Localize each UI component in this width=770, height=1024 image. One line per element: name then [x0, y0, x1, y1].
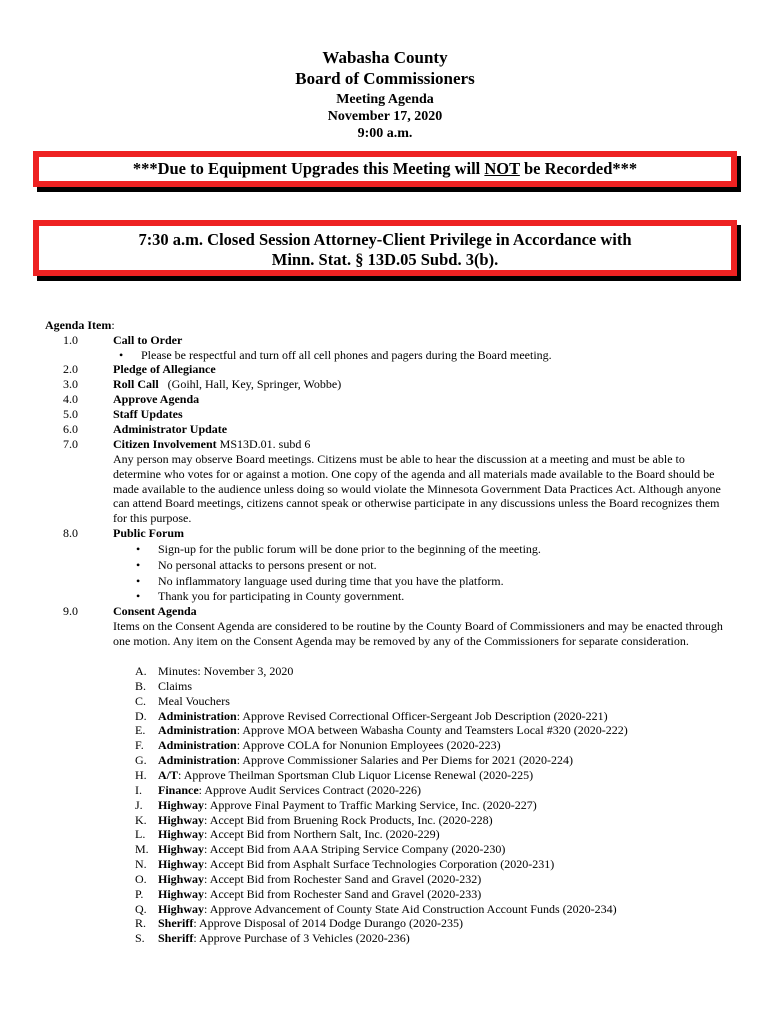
- item-title-admin-update: Administrator Update: [113, 422, 228, 436]
- consent-item-text: : Approve Final Payment to Traffic Marking Service, Inc. (2020-227): [204, 797, 537, 812]
- consent-item: [158, 813, 493, 828]
- consent-item-text: : Approve Disposal of 2014 Dodge Durango (2020-235): [193, 916, 463, 931]
- consent-item-letter: N.: [135, 857, 147, 872]
- bullet-item: • Please be respectful and turn off all cell phones and pagers during the Board meeting.: [141, 348, 552, 363]
- consent-item-text: : Accept Bid from Northern Salt, Inc. (2020-229): [204, 827, 440, 842]
- citizen-statute: MS13D.01. subd 6: [219, 437, 311, 451]
- consent-item-letter: H.: [135, 767, 147, 782]
- meeting-time: 9:00 a.m.: [357, 126, 413, 141]
- item-number: 8.0: [63, 526, 78, 540]
- consent-item: [158, 902, 617, 917]
- doc-type: Meeting Agenda: [336, 92, 434, 107]
- consent-item: [158, 679, 192, 694]
- consent-item-letter: K.: [135, 812, 147, 827]
- consent-item-text: Claims: [158, 678, 193, 693]
- consent-item-letter: L.: [135, 827, 146, 842]
- consent-item: [158, 738, 501, 753]
- consent-item-department: Highway: [158, 857, 205, 872]
- item-number: 3.0: [63, 377, 78, 391]
- consent-item-letter: E.: [135, 723, 146, 738]
- consent-item-text: Minutes: November 3, 2020: [158, 664, 294, 678]
- consent-item-text: : Approve Revised Correctional Officer-Sergeant Job Description (2020-221): [236, 708, 608, 723]
- consent-item-letter: I.: [135, 782, 142, 797]
- closed-session-line-2: Minn. Stat. § 13D.05 Subd. 3(b).: [271, 250, 499, 269]
- consent-item-department: Highway: [158, 871, 205, 886]
- consent-item-letter: O.: [135, 871, 147, 886]
- consent-item: [158, 916, 463, 931]
- item-title-roll-call: Roll Call: [113, 377, 159, 391]
- consent-item-text: : Accept Bid from AAA Striping Service Company (2020-230): [204, 842, 506, 857]
- notice-emphasis: NOT: [484, 159, 520, 178]
- consent-item-text: : Approve MOA between Wabasha County and Teamsters Local #320 (2020-222): [236, 723, 628, 738]
- item-title-consent-agenda: Consent Agenda: [113, 604, 197, 618]
- consent-item-department: Administration: [158, 753, 237, 768]
- bullet-item: • Sign-up for the public forum will be done prior to the beginning of the meeting.: [158, 542, 541, 557]
- agenda-label: Agenda Item:: [45, 318, 115, 332]
- item-number: 6.0: [63, 422, 78, 436]
- consent-agenda-text: Items on the Consent Agenda are considered to be routine by the County Board of Commissioners and may be enacted through one motion. Any item on the Consent Agenda may be removed by any of the Commissioners for separate consideration.: [113, 619, 723, 648]
- item-title-pledge: Pledge of Allegiance: [113, 362, 216, 376]
- consent-item-department: Sheriff: [158, 931, 194, 946]
- consent-item: [158, 664, 293, 679]
- item-title-approve-agenda: Approve Agenda: [113, 392, 200, 406]
- consent-item-text: : Approve Theilman Sportsman Club Liquor License Renewal (2020-225): [178, 767, 534, 782]
- consent-item-department: Highway: [158, 886, 205, 901]
- notice-suffix: be Recorded***: [519, 159, 638, 178]
- item-title-call-to-order: Call to Order: [113, 333, 183, 347]
- citizen-involvement-text: Any person may observe Board meetings. Citizens must be able to hear the discussion at a meeting and must be able to determine who votes for or against a motion. One copy of the agenda and all materials made available to the Board should be made available to the audience unless doing so would violate the Minnesota Government Data Practices Act. Although anyone can attend Board meetings, citizens cannot speak or otherwise participate in any discussions unless the Board recognizes them for this purpose.: [113, 452, 721, 526]
- bullet-item: • Thank you for participating in County government.: [158, 589, 404, 604]
- consent-item: [158, 723, 628, 738]
- consent-item-department: Highway: [158, 812, 205, 827]
- consent-item-letter: M.: [135, 842, 149, 857]
- consent-item-text: : Approve Advancement of County State Aid Construction Account Funds (2020-234): [204, 901, 617, 916]
- consent-item-department: A/T: [158, 767, 179, 782]
- consent-item: [158, 694, 230, 709]
- notice-prefix: ***Due to Equipment Upgrades this Meeting will: [132, 159, 485, 178]
- consent-item: [158, 798, 537, 813]
- consent-item-department: Highway: [158, 827, 205, 842]
- consent-item-text: : Approve Commissioner Salaries and Per Diems for 2021 (2020-224): [236, 753, 573, 768]
- consent-item-letter: R.: [135, 916, 147, 931]
- consent-item-letter: C.: [135, 693, 147, 708]
- closed-session-box: [33, 220, 737, 276]
- meeting-date: November 17, 2020: [327, 109, 443, 124]
- consent-item-letter: F.: [135, 738, 144, 753]
- consent-item-text: : Accept Bid from Asphalt Surface Technologies Corporation (2020-231): [204, 857, 555, 872]
- closed-session-line-1: 7:30 a.m. Closed Session Attorney-Client Privilege in Accordance with: [138, 230, 632, 249]
- consent-item-letter: J.: [135, 797, 143, 812]
- item-title-staff-updates: Staff Updates: [113, 407, 183, 421]
- item-number: 2.0: [63, 362, 78, 376]
- board-title: Board of Commissioners: [295, 69, 475, 88]
- consent-item: [158, 753, 573, 768]
- consent-item: [158, 857, 554, 872]
- consent-item-department: Sheriff: [158, 916, 194, 931]
- consent-item-text: : Approve Purchase of 3 Vehicles (2020-236): [193, 931, 410, 946]
- consent-item-letter: G.: [135, 753, 147, 768]
- consent-item-letter: P.: [135, 886, 144, 901]
- consent-item-text: : Accept Bid from Bruening Rock Products, Inc. (2020-228): [204, 812, 493, 827]
- consent-item: [158, 827, 440, 842]
- consent-item-text: : Accept Bid from Rochester Sand and Gravel (2020-233): [204, 886, 482, 901]
- consent-item-department: Administration: [158, 708, 237, 723]
- item-number: 5.0: [63, 407, 78, 421]
- consent-item: [158, 768, 533, 783]
- consent-item: [158, 872, 481, 887]
- item-title-citizen-involvement: Citizen Involvement: [113, 437, 217, 451]
- item-number: 9.0: [63, 604, 78, 618]
- consent-item: [158, 887, 481, 902]
- consent-item-department: Highway: [158, 901, 205, 916]
- roll-call-members: (Goihl, Hall, Key, Springer, Wobbe): [167, 377, 342, 391]
- consent-item-text: : Approve Audit Services Contract (2020-226): [198, 782, 421, 797]
- consent-item-department: Highway: [158, 842, 205, 857]
- consent-item-text: Meal Vouchers: [158, 693, 230, 708]
- consent-item-department: Administration: [158, 723, 237, 738]
- consent-item-letter: S.: [135, 931, 145, 946]
- consent-item-text: : Approve COLA for Nonunion Employees (2020-223): [236, 738, 501, 753]
- bullet-item: • No inflammatory language used during time that you have the platform.: [158, 574, 504, 589]
- item-number: 1.0: [63, 333, 78, 347]
- consent-item: [158, 931, 410, 946]
- consent-item-department: Finance: [158, 782, 199, 797]
- consent-item-letter: B.: [135, 678, 147, 693]
- recording-notice-box: [33, 151, 737, 187]
- consent-item-letter: Q.: [135, 901, 147, 916]
- consent-item-letter: D.: [135, 708, 147, 723]
- consent-item-department: Highway: [158, 797, 205, 812]
- consent-item-text: : Accept Bid from Rochester Sand and Gravel (2020-232): [204, 871, 482, 886]
- county-title: Wabasha County: [322, 48, 448, 67]
- item-title-public-forum: Public Forum: [113, 526, 184, 540]
- consent-item-letter: A.: [135, 664, 147, 678]
- bullet-item: • No personal attacks to persons present or not.: [158, 558, 377, 573]
- item-number: 4.0: [63, 392, 78, 406]
- item-citizen-involvement: [113, 437, 310, 452]
- item-roll-call: [113, 377, 341, 392]
- consent-item: [158, 783, 421, 798]
- consent-item: [158, 842, 505, 857]
- consent-item: [158, 709, 608, 724]
- consent-item-department: Administration: [158, 738, 237, 753]
- item-number: 7.0: [63, 437, 78, 451]
